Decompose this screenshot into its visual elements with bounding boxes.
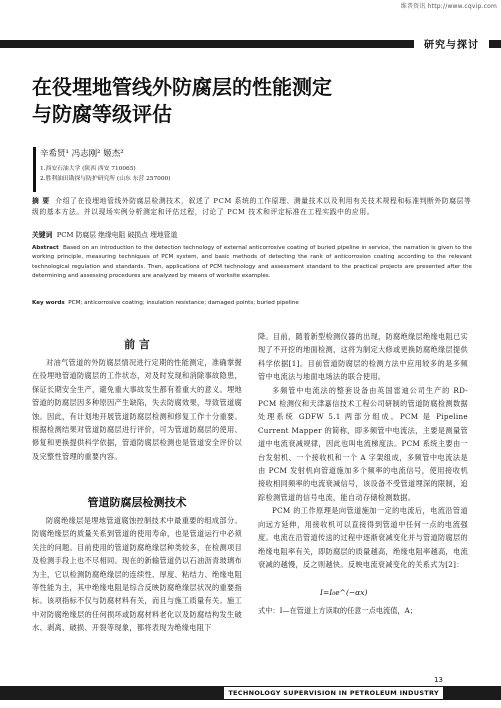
keywords-cn-label: 关键词 bbox=[32, 231, 53, 239]
keywords-en-label: Key words bbox=[32, 300, 65, 306]
heading-detection: 管道防腐层检测技术 bbox=[87, 496, 187, 509]
abstract-en bbox=[32, 244, 472, 282]
header-band-end bbox=[489, 44, 501, 48]
right-paragraph-2: 多频管中电流法的整套设备由英国雷迪公司生产的 RD-PCM 检测仪和天津嘉信技术工程公司研制的管道防腐检测数据处理系统 GDFW 5.1 两部分组成。PCM 是 Pipeline Current Mapper 的简称，即多频管中电流法，主要是测量管道中电流衰减规律，因此也叫电流梯度法。PCM 系统主要由一台发射机、一个接收机和一个 A 字架组成，多频管中电流法是由 PCM 发射机向管道施加多个频率的电流信号，使用接收机接收相同频率的电流衰减信号，该设备不受管道埋深的限制，追踪检测管道的信号电流，能自动存储检测数据。 bbox=[258, 385, 468, 502]
formula-caption: 式中：I—在管道上方读取的任意一点电流值，A； bbox=[258, 606, 417, 615]
preface-body bbox=[32, 356, 242, 463]
author-marker-bar bbox=[33, 147, 36, 192]
footer-journal-name: TECHNOLOGY SUPERVISION IN PETROLEUM INDUSTRY bbox=[224, 687, 443, 699]
detection-paragraph: 防腐绝缘层是埋地管道腐蚀控制技术中最重要的组成部分。防腐绝缘层的质量关系到管道的使用寿命，也是管道运行中必须关注的问题。目前使用的管道防腐绝缘层种类较多，在检测项目及检测手段上也不尽相同。现在的新输管道仍以石油沥青玻璃布为主，它以检测防腐绝缘层的连续性、厚度、粘结力、绝缘电阻等性能为主，其中绝缘电阻是综合反映防腐绝缘层状况的重要指标。该项指标不仅与防腐材料有关，而且与施工质量有关。施工中对防腐绝缘层的任何损坏或防腐材料老化以及防腐结构发生破水、剥离、破损、开裂等现象，都将表现为绝缘电阻下 bbox=[32, 516, 242, 633]
right-paragraph-1: 降。目前，随着新型检测仪器的出现，防腐绝缘层绝缘电阻已实现了不开挖的地面检测，这将为制定大修或更换防腐绝缘层提供科学依据[1]。目前管道防腐层的检测方法中应用较多的是多频管中电流法与地面电场法的联合使用。 bbox=[258, 332, 468, 382]
abstract-en-label: Abstract bbox=[32, 245, 59, 251]
abstract-cn bbox=[32, 196, 472, 218]
abstract-cn-text: 介绍了在役埋地管线外防腐层检测技术，叙述了 PCM 系统的工作原理、测量技术以及利用有关技术规程和标准判断外防腐层等级的基本方法。并以现场实例分析测定和评估过程，讨论了 PCM 技术和评定标准在工程实践中的应用。 bbox=[32, 197, 472, 216]
keywords-en bbox=[32, 299, 472, 308]
affiliation-1: 1.西安石油大学 (陕西 西安 710065) bbox=[40, 166, 136, 172]
abstract-cn-label: 摘 要 bbox=[32, 197, 50, 205]
authors: 辛希贤¹ 冯志刚² 姬杰² bbox=[40, 149, 124, 159]
affiliation-2: 2.胜利油田勘探与防护研究所 (山东 东营 257000) bbox=[40, 176, 171, 182]
right-paragraph-3: PCM 的工作原理是向管道施加一定的电流后，电流沿管道向远方延伸，用接收机可以直接得到管道中任何一点的电流强度。电流在沿管道传送的过程中逐渐衰减变化并与管道防腐层的绝缘电阻率有关，即防腐层的质量越高，绝缘电阻率越高，电流衰减的越慢，反之则越快。反映电流衰减变化的关系式为[2]： bbox=[258, 506, 468, 569]
keywords-cn-text: PCM 防腐层 绝缘电阻 破损点 埋地管道 bbox=[56, 231, 178, 239]
section-tag: 研究与探讨 bbox=[414, 37, 489, 55]
keywords-en-text: PCM; anticorrosive coating; insulation resistance; damaged points; buried pipeline bbox=[68, 300, 299, 306]
keywords-cn bbox=[32, 230, 472, 241]
title-line-1: 在役埋地管线外防腐层的性能测定 bbox=[32, 75, 332, 99]
heading-preface: 前 言 bbox=[124, 338, 150, 351]
watermark-text: 维普资讯 http://www.cqvip.com bbox=[400, 3, 497, 10]
preface-paragraph: 对油气管道的外防腐层情况进行定期的性能测定，准确掌握在役埋地管道防腐层的工作状态，对及时发现和消除事故隐患，保证长期安全生产，避免重大事故发生都有着重大的意义。埋地管道的防腐层因多种原因产生缺陷，失去防腐效果，导致管道腐蚀。因此，有计划地开展管道防腐层检测和修复工作十分重要。根据检测结果对管道防腐层进行评价，可为管道防腐层的使用、修复和更换提供科学依据，管道防腐层检测也是管道安全评价以及完整性管理的重要内容。 bbox=[32, 358, 242, 461]
right-column-body bbox=[258, 330, 468, 571]
formula: I=I₀e^(−αx) bbox=[320, 588, 368, 597]
title-line-2: 与防腐等级评估 bbox=[32, 102, 172, 126]
detection-body bbox=[32, 514, 242, 635]
page-number: 13 bbox=[434, 676, 443, 684]
article-title bbox=[32, 74, 452, 128]
abstract-en-text: Based on an introduction to the detection technology of external anticorrosive coating of buried pipeline in service, the narration is given to the working principle, measuring techniques of PCM system, and basic methods of detecting the rank of anticorrosion coating according to the relevant technological regulation and standards. Then, applications of PCM technology and assessment standard to the practical projects are presented after the determining and assessing procedures are analyzed by means of worksite examples. bbox=[32, 245, 472, 280]
